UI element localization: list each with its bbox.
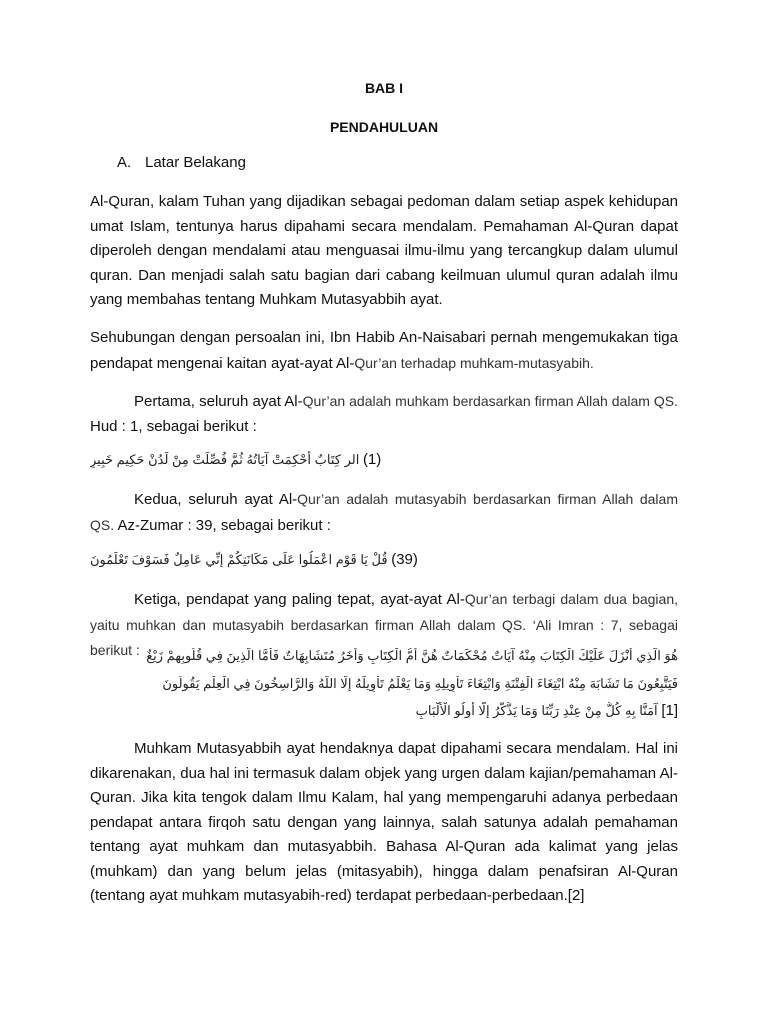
arabic-verse-1 bbox=[90, 451, 678, 468]
section-marker: A. bbox=[117, 154, 132, 171]
chapter-title: PENDAHULUAN bbox=[329, 119, 439, 135]
paragraph-3 bbox=[90, 389, 678, 439]
paragraph-2-text: Sehubungan dengan persoalan ini, Ibn Habib An-Naisabari pernah mengemukakan tiga pendapat mengenai kaitan ayat-ayat Al- bbox=[90, 329, 678, 372]
arabic-verse-3-line-3-text: آمَنَّا بِهِ كُلٌّ مِنْ عِنْدِ رَبِّنَا وَمَا يَذَّكَّرُ إِلَّا أُولُو الْأَلْبَابِ bbox=[415, 703, 658, 718]
footnote-ref-1[interactable]: [1] bbox=[661, 702, 678, 719]
paragraph-5-text: Ketiga, pendapat yang paling tepat, ayat-ayat Al- bbox=[134, 591, 465, 608]
section-heading bbox=[117, 154, 246, 171]
paragraph-4-text-b: Qur’an adalah mutasyabih berdasarkan firman Allah dalam QS. bbox=[90, 491, 678, 533]
paragraph-4 bbox=[90, 487, 678, 538]
paragraph-4-text-c: Az-Zumar : 39, sebagai berikut : bbox=[114, 516, 331, 534]
section-title: Latar Belakang bbox=[145, 154, 246, 171]
chapter-heading: BAB I bbox=[364, 80, 404, 96]
paragraph-4-text: Kedua, seluruh ayat Al- bbox=[134, 491, 298, 508]
arabic-verse-3-line-3 bbox=[90, 702, 678, 719]
arabic-verse-1-number: (1) bbox=[362, 451, 382, 468]
arabic-verse-3-line-2: فَيَتَّبِعُونَ مَا تَشَابَهَ مِنْهُ ابْتِغَاءَ الْفِتْنَةِ وَابْتِغَاءَ تَأْوِيلِهِ وَمَا يَعْلَمُ تَأْوِيلَهُ إِلَّا اللَّهُ وَالرَّاسِخُونَ فِي الْعِلْمِ يَقُولُونَ bbox=[162, 676, 678, 691]
paragraph-3-text-b: Qur’an adalah muhkam berdasarkan firman Allah dalam QS. bbox=[302, 393, 678, 409]
arabic-verse-1-text: الر كِتَابٌ أُحْكِمَتْ آيَاتُهُ ثُمَّ فُصِّلَتْ مِنْ لَدُنْ حَكِيمٍ خَبِيرٍ bbox=[90, 452, 360, 467]
arabic-verse-2 bbox=[90, 551, 678, 568]
arabic-verse-2-text: قُلْ يَا قَوْمِ اعْمَلُوا عَلَى مَكَانَتِكُمْ إِنِّي عَامِلٌ فَسَوْفَ تَعْلَمُونَ bbox=[90, 552, 388, 567]
paragraph-3-text: Pertama, seluruh ayat Al- bbox=[134, 393, 303, 410]
paragraph-6: Muhkam Mutasyabbih ayat hendaknya dapat dipahami secara mendalam. Hal ini dikarenakan, dua hal ini termasuk dalam objek yang urgen dalam kajian/pemahaman Al-Quran. Jika kita tengok dalam Ilmu Kalam, hal yang mempengaruhi adanya perbedaan pendapat antara firqoh satu dengan yang lainnya, salah satunya adalah pemahaman tentang ayat muhkam dan mutasyabbih. Bahasa Al-Quran ada kalimat yang jelas (muhkam) dan yang belum jelas (mitasyabih), hingga dalam penafsiran Al-Quran (tentang ayat muhkam mutasyabih-red) terdapat perbedaan-perbedaan.[2] bbox=[90, 740, 678, 904]
paragraph-3-text-c: Hud : 1, sebagai berikut : bbox=[90, 417, 257, 435]
paragraph-5-text-b: Qur’an terbagi dalam dua bagian, yaitu muhkan dan mutasyabih berdasarkan firman Allah dalam QS. ‘Ali Imran : 7, sebagai berikut : bbox=[90, 591, 678, 658]
arabic-verse-3-line-1: هُوَ الَّذِي أَنْزَلَ عَلَيْكَ الْكِتَابَ مِنْهُ آيَاتٌ مُحْكَمَاتٌ هُنَّ أُمُّ الْكِتَابِ وَأُخَرُ مُتَشَابِهَاتٌ فَأَمَّا الَّذِينَ فِي قُلُوبِهِمْ زَيْغٌ bbox=[146, 648, 678, 663]
arabic-verse-2-number: (39) bbox=[391, 551, 418, 568]
paragraph-2-text-b: Qur’an terhadap muhkam-mutasyabih. bbox=[354, 354, 594, 371]
paragraph-1: Al-Quran, kalam Tuhan yang dijadikan sebagai pedoman dalam setiap aspek kehidupan umat Islam, tentunya harus dipahami secara mendalam. Pemahaman Al-Quran dapat diperoleh dengan mendalami atau menguasai ilmu-ilmu yang tercangkup dalam ulumul quran. Dan menjadi salah satu bagian dari cabang keilmuan ulumul quran adalah ilmu yang membahas tentang Muhkam Mutasyabbih ayat. bbox=[90, 193, 678, 308]
paragraph-2 bbox=[90, 326, 678, 376]
